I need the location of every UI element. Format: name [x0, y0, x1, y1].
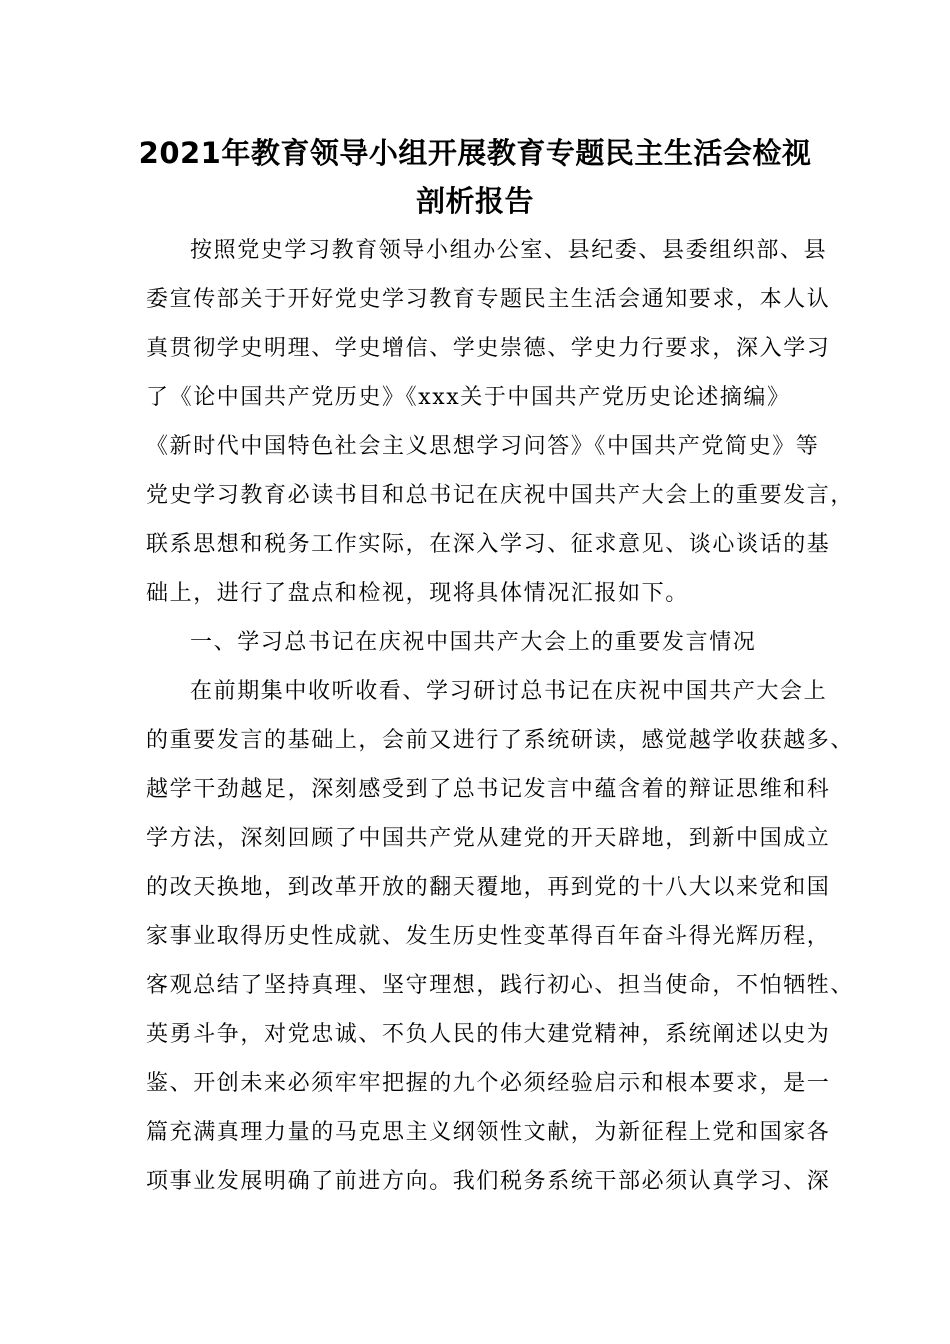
- body-line: 项事业发展明确了前进方向。我们税务系统干部必须认真学习、深: [146, 1169, 831, 1194]
- body-line: 客观总结了坚持真理、坚守理想，践行初心、担当使命，不怕牺牲、: [146, 973, 855, 998]
- section-heading: 一、学习总书记在庆祝中国共产大会上的重要发言情况: [190, 630, 757, 655]
- body-line: 家事业取得历史性成就、发生历史性变革得百年奋斗得光辉历程，: [146, 924, 831, 949]
- body-line: 篇充满真理力量的马克思主义纲领性文献，为新征程上党和国家各: [146, 1120, 831, 1145]
- body-line: 在前期集中收听收看、学习研讨总书记在庆祝中国共产大会上: [190, 679, 828, 704]
- body-line: 英勇斗争，对党忠诚、不负人民的伟大建党精神，系统阐述以史为: [146, 1022, 831, 1047]
- body-line: 党史学习教育必读书目和总书记在庆祝中国共产大会上的重要发言，: [146, 483, 855, 508]
- body-line: 的重要发言的基础上，会前又进行了系统研读，感觉越学收获越多、: [146, 728, 855, 753]
- body-line: 的改天换地，到改革开放的翻天覆地，再到党的十八大以来党和国: [146, 875, 831, 900]
- body-line: 越学干劲越足，深刻感受到了总书记发言中蕴含着的辩证思维和科: [146, 777, 831, 802]
- document-title-line-1: 2021年教育领导小组开展教育专题民主生活会检视: [138, 136, 812, 170]
- body-line: 鉴、开创未来必须牢牢把握的九个必须经验启示和根本要求，是一: [146, 1071, 831, 1096]
- body-line: 础上，进行了盘点和检视，现将具体情况汇报如下。: [146, 581, 689, 606]
- body-line: 真贯彻学史明理、学史增信、学史崇德、学史力行要求，深入学习: [146, 336, 831, 361]
- document-title-line-2: 剖析报告: [415, 184, 534, 218]
- body-line: 了《论中国共产党历史》《xxx关于中国共产党历史论述摘编》: [146, 385, 791, 410]
- body-line: 按照党史学习教育领导小组办公室、县纪委、县委组织部、县: [190, 238, 828, 263]
- body-line: 学方法，深刻回顾了中国共产党从建党的开天辟地，到新中国成立: [146, 826, 831, 851]
- body-line: 《新时代中国特色社会主义思想学习问答》《中国共产党简史》等: [146, 434, 820, 459]
- body-line: 委宣传部关于开好党史学习教育专题民主生活会通知要求，本人认: [146, 287, 831, 312]
- body-line: 联系思想和税务工作实际，在深入学习、征求意见、谈心谈话的基: [146, 532, 831, 557]
